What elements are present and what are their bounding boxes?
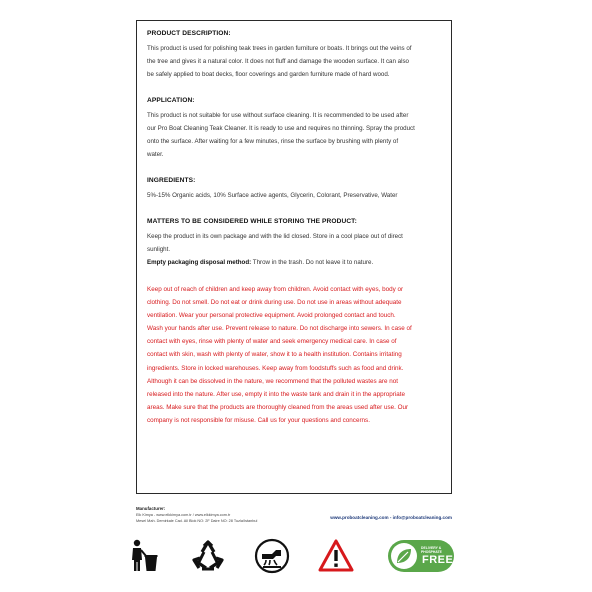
ingredients-text: 5%-15% Organic acids, 10% Surface active agents, Glycerin, Colorant, Preservative, Water [147,192,398,199]
phosphate-free-badge-icon [388,540,454,572]
warning-line: ingredients. Store in locked warehouses. Keep away from foodstuffs such as food and drink. [147,364,404,372]
storage-line: Keep the product in its own package and with the lid closed. Store in a cool place out of direct [147,233,403,240]
pictogram-row [126,538,456,574]
warning-line: contact with eyes, rinse with plenty of water and seek emergency medical care. In case of [147,338,397,346]
description-line: This product is used for polishing teak trees in garden furniture or boats. It brings out the veins of [147,45,412,52]
badge-free-text: FREE [422,554,454,566]
warning-line: Keep out of reach of children and keep away from children. Avoid contact with eyes, body or [147,286,404,293]
warning-line: released into the nature. After use, empty it into the waste tank and drain it in the appropriate [147,390,405,398]
warning-exclamation-icon [318,538,354,574]
application-line: This product is not suitable for use without surface cleaning. It is recommended to be used after [147,112,409,119]
manufacturer-title: Manufacturer: [136,506,166,511]
application-line: our Pro Boat Cleaning Teak Cleaner. It is ready to use and requires no thinning. Spray the product [147,125,415,132]
warning-line: clothing. Do not smell. Do not eat or drink during use. Do not use in areas without adequate [147,299,402,307]
warning-line: areas. Make sure that the products are thoroughly cleaned from the areas used after use. Our [147,403,409,411]
trash-disposal-icon [126,538,162,574]
warning-line: ventilation. Wear your personal protective equipment. Avoid prolonged contact and touch. [147,312,396,320]
website-contact: www.proboatcleaning.com - info@proboatcleaning.com [330,515,452,520]
manufacturer-line: Elk Kimya - www.elkkimya.com.tr / www.elkkimya.com.tr [136,513,231,517]
warning-line: Wash your hands after use. Prevent release to nature. Do not discharge into sewers. In case of [147,325,412,333]
label-panel [136,20,452,494]
disposal-label: Empty packaging disposal method: [147,259,252,266]
recycle-icon [190,538,226,574]
warning-line: contact with skin, wash with plenty of water, show it to a health institution. Contains irritating [147,351,402,359]
badge-caption: DELIVERY & PHOSPHATE [421,546,442,554]
application-title: APPLICATION: [147,97,195,104]
product-description-title: PRODUCT DESCRIPTION: [147,30,231,37]
manufacturer-footer [136,506,452,526]
application-line: onto the surface. After waiting for a few minutes, rinse the surface by brushing with plenty of [147,138,399,145]
description-line: the tree and gives it a natural color. It does not fluff and damage the wooden surface. It can also [147,58,409,65]
storage-title: MATTERS TO BE CONSIDERED WHILE STORING THE PRODUCT: [147,218,357,225]
ingredients-title: INGREDIENTS: [147,177,196,184]
warning-line: company is not responsible for misuse. Call us for your questions and concerns. [147,416,370,424]
disposal-text: Throw in the trash. Do not leave it to nature. [251,259,374,266]
corrosive-hand-icon [254,538,290,574]
storage-line: sunlight. [147,246,171,253]
disposal-line [147,256,443,269]
description-line: be safely applied to boat decks, floor coverings and garden furniture made of hard wood. [147,71,390,78]
leaf-icon [391,543,417,569]
application-line: water. [147,151,164,158]
manufacturer-address: Mesel Mah. Demirkale Cad. All Blok NO: 2F Daire NO: 28 Tuzla/Istanbul [136,519,258,523]
warning-line: Although it can be dissolved in the nature, we recommend that the polluted wastes are not [147,377,398,385]
